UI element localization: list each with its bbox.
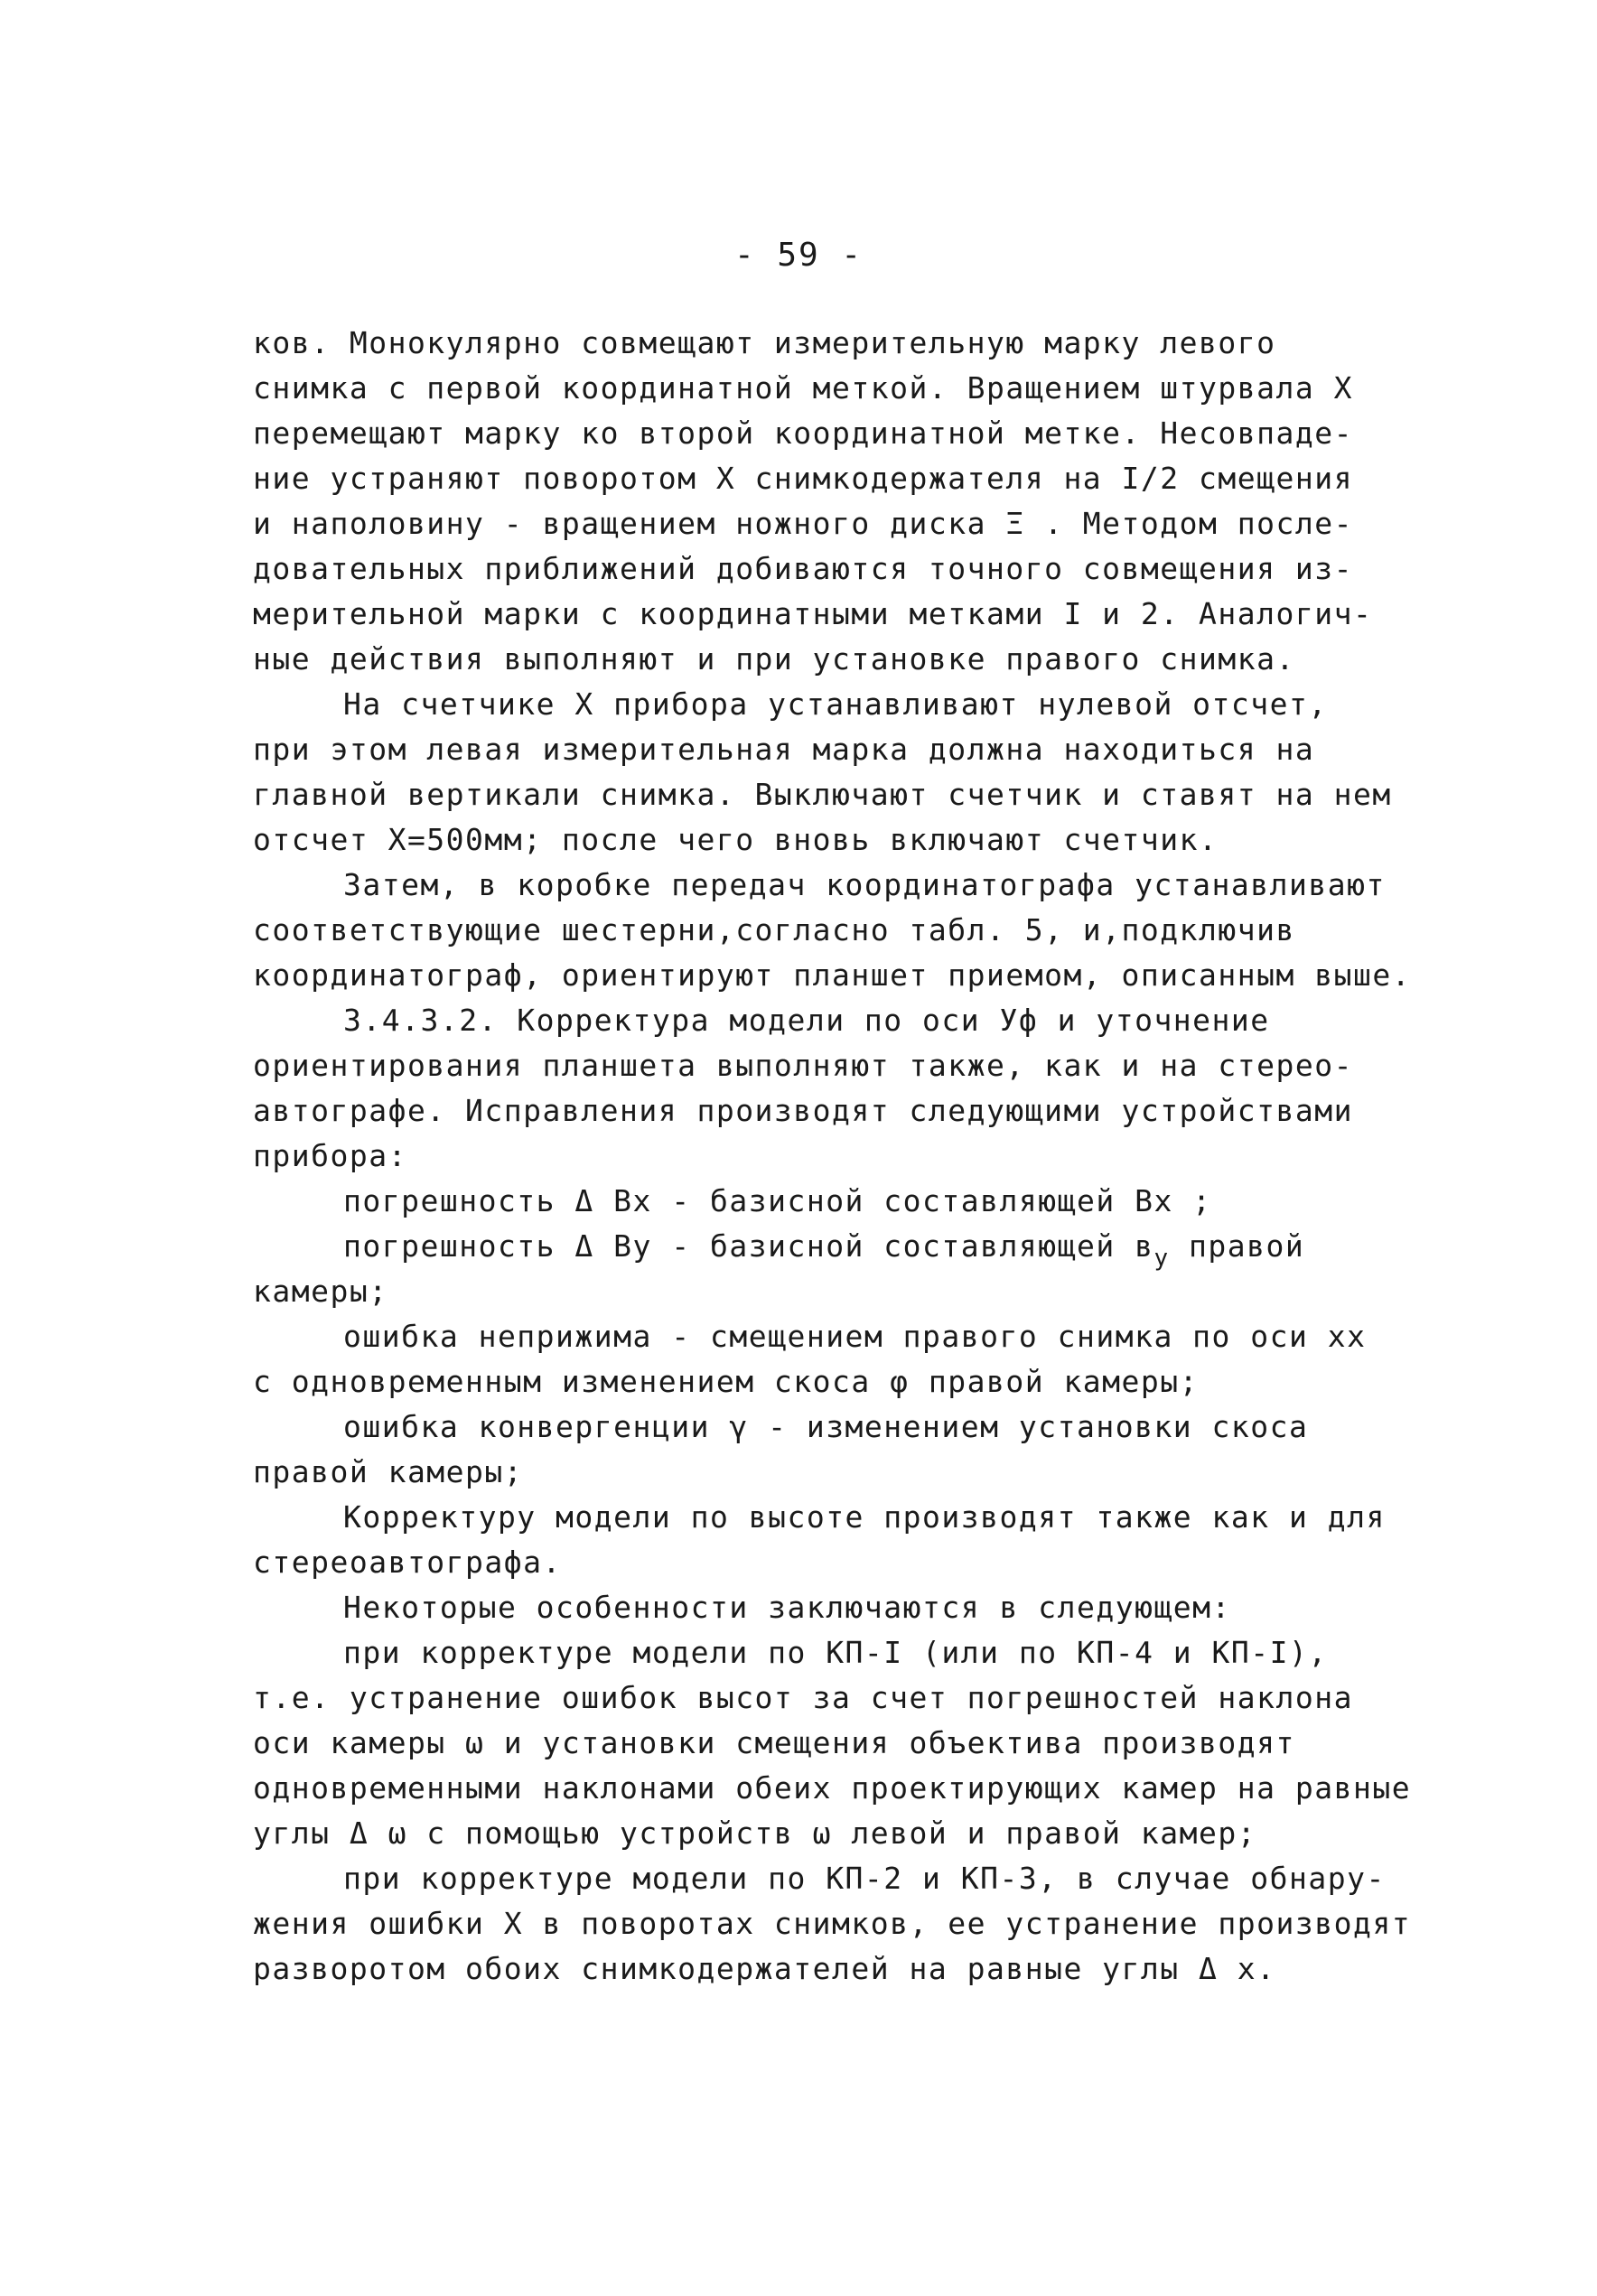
- text-line: мерительной марки с координатными метками I и 2. Аналогич-: [253, 596, 1373, 631]
- text-line: жения ошибки X в поворотах снимков, ее устранение производят: [253, 1906, 1412, 1941]
- list-item: погрешность Δ Bx - базисной составляющей Bx ;: [343, 1183, 1212, 1218]
- text-line: при этом левая измерительная марка должна находиться на: [253, 732, 1315, 767]
- text-line: отсчет X=500мм; после чего вновь включают счетчик.: [253, 822, 1219, 857]
- text-line: соответствующие шестерни,согласно табл. 5, и,подключив: [253, 912, 1295, 947]
- text-line: главной вертикали снимка. Выключают счетчик и ставят на нем: [253, 777, 1392, 812]
- text-line: правой камеры;: [253, 1454, 524, 1489]
- text-line: ков. Монокулярно совмещают измерительную марку левого: [253, 325, 1276, 360]
- text-line: и наполовину - вращением ножного диска Ξ . Методом после-: [253, 506, 1353, 541]
- text-line: разворотом обоих снимкодержателей на равные углы Δ x.: [253, 1951, 1276, 1986]
- text-line: одновременными наклонами обеих проектирующих камер на равные: [253, 1770, 1412, 1806]
- section-heading-line: 3.4.3.2. Корректура модели по оси Уф и уточнение: [343, 1003, 1270, 1038]
- text-line: углы Δ ω с помощью устройств ω левой и правой камер;: [253, 1815, 1257, 1851]
- text-line: стереоавтографа.: [253, 1545, 562, 1580]
- text-line: Затем, в коробке передач координатографа устанавливают: [343, 867, 1386, 902]
- list-item: ошибка неприжима - смещением правого снимка по оси xx: [343, 1319, 1367, 1354]
- text-line: перемещают марку ко второй координатной метке. Несовпаде-: [253, 415, 1353, 451]
- list-item: при корректуре модели по КП-2 и КП-3, в случае обнару-: [343, 1861, 1386, 1896]
- text-line: т.е. устранение ошибок высот за счет погрешностей наклона: [253, 1680, 1353, 1715]
- page-number: - 59 -: [733, 237, 864, 274]
- text-line: снимка с первой координатной меткой. Вращением штурвала X: [253, 370, 1353, 406]
- list-item-text: погрешность Δ By - базисной составляющей в: [343, 1228, 1154, 1264]
- text-line: прибора:: [253, 1138, 407, 1173]
- text-line: ориентирования планшета выполняют также, как и на стерео-: [253, 1048, 1353, 1083]
- text-line: довательных приближений добиваются точного совмещения из-: [253, 551, 1353, 586]
- text-line: камеры;: [253, 1274, 388, 1309]
- text-line: координатограф, ориентируют планшет приемом, описанным выше.: [253, 957, 1412, 993]
- text-line: с одновременным изменением скоса φ правой камеры;: [253, 1364, 1200, 1399]
- subscript: у: [1153, 1245, 1170, 1272]
- text-line: оси камеры ω и установки смещения объектива производят: [253, 1725, 1295, 1760]
- text-line: ные действия выполняют и при установке правого снимка.: [253, 641, 1295, 677]
- list-item: [343, 1228, 1305, 1272]
- text-line: Некоторые особенности заключаются в следующем:: [343, 1590, 1231, 1625]
- list-item: ошибка конвергенции γ - изменением установки скоса: [343, 1409, 1309, 1444]
- text-line: ние устраняют поворотом X снимкодержателя на I/2 смещения: [253, 461, 1353, 496]
- text-line: На счетчике X прибора устанавливают нулевой отсчет,: [343, 686, 1328, 722]
- text-line: автографе. Исправления производят следующими устройствами: [253, 1093, 1353, 1128]
- list-item-tail: правой: [1169, 1228, 1305, 1264]
- text-line: Корректуру модели по высоте производят также как и для: [343, 1499, 1386, 1535]
- list-item: при корректуре модели по КП-I (или по КП-4 и КП-I),: [343, 1635, 1328, 1670]
